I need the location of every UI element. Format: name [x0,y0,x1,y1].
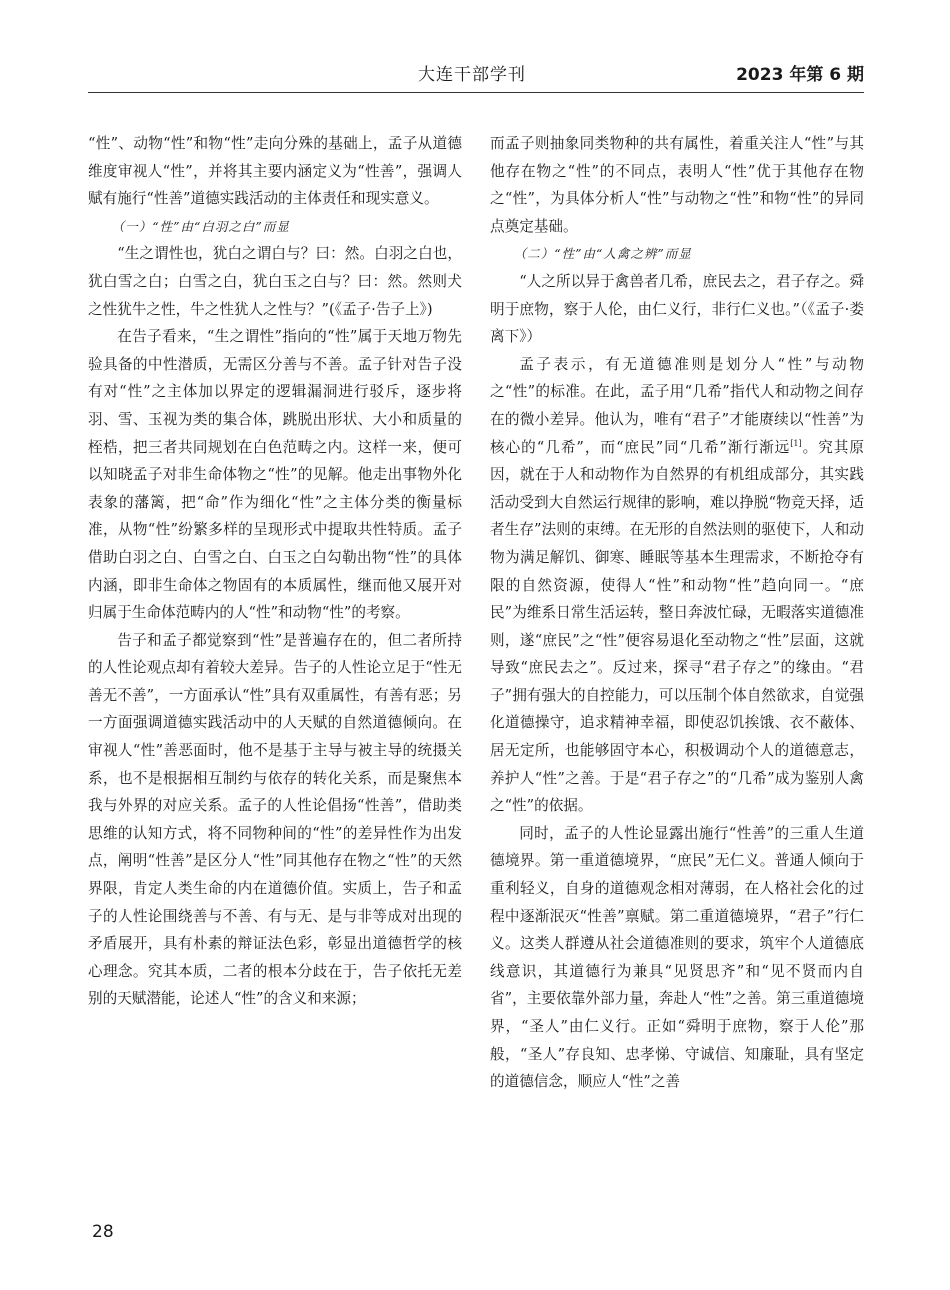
subsection-heading: （二）“性”由“人禽之辨”而显 [513,246,692,262]
quotation: “人之所以异于禽兽者几希，庶民去之，君子存之。舜明于庶物，察于人伦，由仁义行，非行仁义也。”（《孟子·娄离下》） [490,272,864,346]
paragraph-text: 孟子表示，有无道德准则是划分人“性”与动物之“性”的标准。在此，孟子用“几希”指代人和动物之间存在的微小差异。他认为，唯有“君子”才能赓续以“性善”为核心的“几希”，而“庶民”同“几希”渐行渐远 [490,355,864,456]
paragraph: 而孟子则抽象同类物种的共有属性，着重关注人“性”与其他存在物之“性”的不同点，表明人“性”优于其他存在物之“性”，为具体分析人“性”与动物之“性”和物“性”的异同点奠定基础。 [490,135,864,235]
paragraph: 同时，孟子的人性论显露出施行“性善”的三重人生道德境界。第一重道德境界，“庶民”无仁义。普通人倾向于重利轻义，自身的道德观念相对薄弱，在人格社会化的过程中逐渐泯灭“性善”禀赋。第二重道德境界，“君子”行仁义。这类人群遵从社会道德准则的要求，筑牢个人道德底线意识，其道德行为兼具“见贤思齐”和“见不贤而内自省”，主要依靠外部力量，奔赴人“性”之善。第三重道德境界，“圣人”由仁义行。正如“舜明于庶物，察于人伦”那般，“圣人”存良知、忠孝悌、守诚信、知廉耻，具有坚定的道德信念，顺应人“性”之善 [490,824,864,1091]
paragraph: 告子和孟子都觉察到“性”是普遍存在的，但二者所持的人性论观点却有着较大差异。告子的人性论立足于“性无善无不善”，一方面承认“性”具有双重属性，有善有恶；另一方面强调道德实践活动中的人天赋的自然道德倾向。在审视人“性”善恶面时，他不是基于主导与被主导的统摄关系，也不是根据相互制约与依存的转化关系，而是聚焦本我与外界的对应关系。孟子的人性论倡扬“性善”，借助类思维的认知方式，将不同物种间的“性”的差异性作为出发点，阐明“性善”是区分人“性”同其他存在物之“性”的天然界限，肯定人类生命的内在道德价值。实质上，告子和孟子的人性论围绕善与不善、有与无、是与非等成对出现的矛盾展开，具有朴素的辩证法色彩，彰显出道德哲学的核心理念。究其本质，二者的根本分歧在于，告子依托无差别的天赋潜能，论述人“性”的含义和来源； [88,631,462,1008]
paragraph: “性”、动物“性”和物“性”走向分殊的基础上，孟子从道德维度审视人“性”，并将其主要内涵定义为“性善”，强调人赋有施行“性善”道德实践活动的主体责任和现实意义。 [88,135,462,208]
left-column [88,130,462,1013]
issue-label: 2023 年第 6 期 [736,65,864,85]
running-header [88,58,864,93]
paragraph-text: 。究其原因，就在于人和动物作为自然界的有机组成部分，其实践活动受到大自然运行规律的影响，难以挣脱“物竞天择，适者生存”法则的束缚。在无形的自然法则的驱使下，人和动物为满足解饥、御寒、睡眠等基本生理需求，不断抢夺有限的自然资源，使得人“性”和动物“性”趋向同一。“庶民”为维系日常生活运转，整日奔波忙碌，无暇落实道德准则，遂“庶民”之“性”便容易退化至动物之“性”层面，这就导致“庶民去之”。反过来，探寻“君子存之”的缘由。“君子”拥有强大的自控能力，可以压制个体自然欲求，自觉强化道德操守，追求精神幸福，即使忍饥挨饿、衣不蔽体、居无定所，也能够固守本心，积极调动个人的道德意志，养护人“性”之善。于是“君子存之”的“几希”成为鉴别人禽之“性”的依据。 [490,438,864,815]
page-number: 28 [92,1222,114,1242]
right-column [490,130,864,1096]
subsection-heading: （一）“性”由“白羽之白”而显 [111,218,290,234]
quotation: “生之谓性也，犹白之谓白与？曰：然。白羽之白也，犹白雪之白；白雪之白，犹白玉之白与？曰：然。然则犬之性犹牛之性，牛之性犹人之性与？”(《孟子·告子上》) [88,245,462,318]
citation-reference[interactable]: [1] [790,438,802,448]
journal-title: 大连干部学刊 [418,65,526,85]
paragraph [490,351,864,820]
paragraph: 在告子看来，“生之谓性”指向的“性”属于天地万物先验具备的中性潜质，无需区分善与不善。孟子针对告子没有对“性”之主体加以界定的逻辑漏洞进行驳斥，逐步将羽、雪、玉视为类的集合体，跳脱出形状、大小和质量的桎梏，把三者共同规划在白色范畴之内。这样一来，便可以知晓孟子对非生命体物之“性”的见解。他走出事物外化表象的藩篱，把“命”作为细化“性”之主体分类的衡量标准，从物“性”纷繁多样的呈现形式中提取共性特质。孟子借助白羽之白、白雪之白、白玉之白勾勒出物“性”的具体内涵，即非生命体之物固有的本质属性，继而他又展开对归属于生命体范畴内的人“性”和动物“性”的考察。 [88,328,462,622]
